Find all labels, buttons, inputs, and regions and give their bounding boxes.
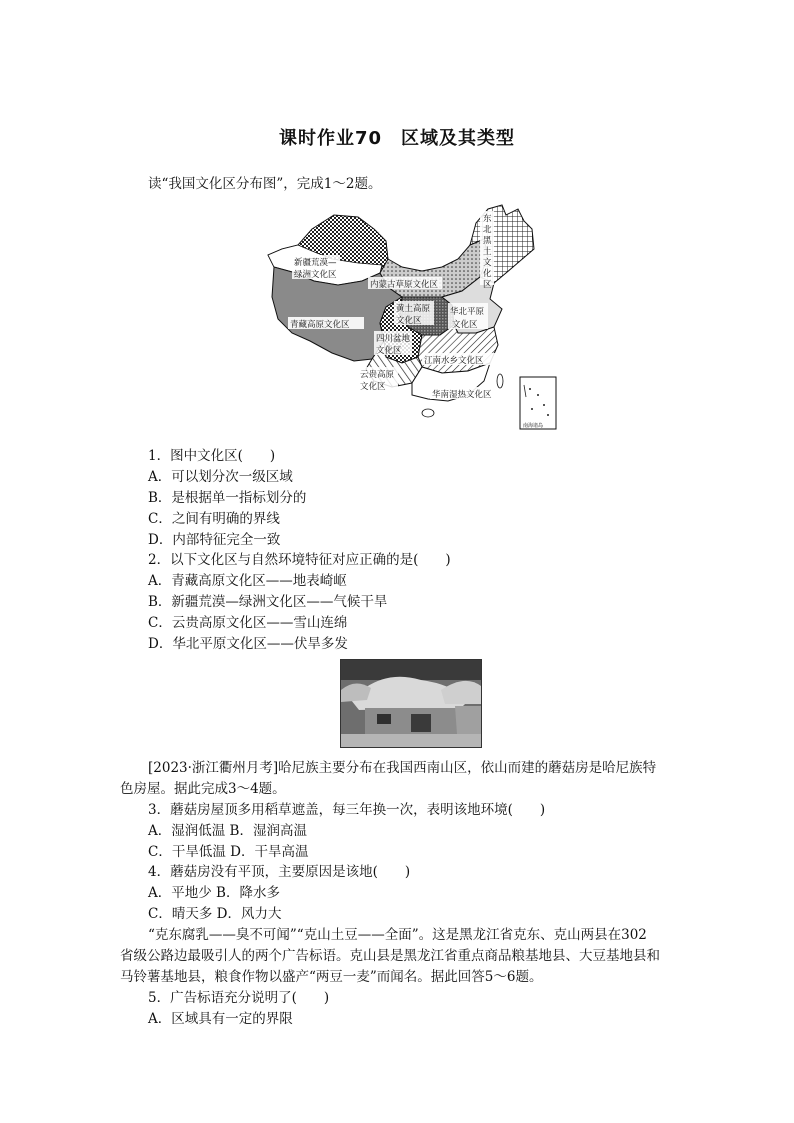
q1-option-a: A．可以划分次一级区域 (148, 469, 293, 485)
intro-kedong-line2: 省级公路边最吸引人的两个广告标语。克山县是黑龙江省重点商品粮基地县、大豆基地县和 (120, 948, 660, 964)
label-sichuan-2: 文化区 (376, 346, 402, 356)
page-title: 课时作业70 区域及其类型 (278, 128, 516, 149)
label-huangtu-1: 黄土高原 (396, 304, 431, 314)
q2-stem: 2．以下文化区与自然环境特征对应正确的是( ) (148, 552, 451, 568)
q3-stem: 3．蘑菇房屋顶多用稻草遮盖，每三年换一次，表明该地环境( ) (148, 802, 546, 818)
q4-options-cd: C．晴天多 D．风力大 (148, 906, 282, 922)
q2-option-b: B．新疆荒漠—绿洲文化区——气候干旱 (148, 594, 388, 610)
q3-options-cd: C．干旱低温 D．干旱高温 (148, 844, 309, 860)
intro-kedong-line1: “克东腐乳——臭不可闻”“克山土豆——全面”。这是黑龙江省克东、克山两县在302 (148, 927, 647, 943)
q2-option-c: C．云贵高原文化区——雪山连绵 (148, 615, 348, 631)
intro-kedong-line3: 马铃薯基地县，粮食作物以盛产“两豆一麦”而闻名。据此回答5～6题。 (120, 969, 543, 985)
q2-option-d: D．华北平原文化区——伏旱多发 (148, 636, 348, 652)
q3-options-ab: A．湿润低温 B．湿润高温 (148, 823, 307, 839)
label-huangtu-2: 文化区 (396, 316, 422, 326)
q2-option-a: A．青藏高原文化区——地表崎岖 (148, 573, 347, 589)
label-huabei-2: 文化区 (452, 320, 478, 330)
label-dongbei: 东北黑土文化区 (483, 214, 492, 290)
label-yungui-2: 文化区 (360, 382, 386, 392)
q1-option-b: B．是根据单一指标划分的 (148, 490, 307, 506)
q4-stem: 4．蘑菇房没有平顶，主要原因是该地( ) (148, 864, 411, 880)
intro-mushroom-line2: 色房屋。据此完成3～4题。 (120, 781, 286, 797)
south-china-sea-inset (520, 377, 556, 429)
label-inset: 南海诸岛 (523, 423, 544, 429)
intro-mushroom-line1: [2023·浙江衢州月考]哈尼族主要分布在我国西南山区，依山而建的蘑菇房是哈尼族特 (148, 760, 657, 776)
mushroom-house-photo (340, 659, 482, 748)
label-xinjiang-1: 新疆荒漠— (294, 258, 337, 268)
q5-option-a: A．区域具有一定的界限 (148, 1011, 293, 1027)
label-yungui-1: 云贵高原 (360, 370, 395, 380)
q1-stem: 1．图中文化区( ) (148, 448, 276, 464)
label-huabei-1: 华北平原 (450, 307, 485, 317)
q1-option-d: D．内部特征完全一致 (148, 532, 281, 548)
label-xinjiang-2: 绿洲文化区 (294, 270, 337, 280)
china-culture-region-map (262, 201, 560, 429)
q4-options-ab: A．平地少 B．降水多 (148, 885, 280, 901)
q1-option-c: C．之间有明确的界线 (148, 511, 280, 527)
label-sichuan-1: 四川盆地 (376, 334, 411, 344)
q5-stem: 5．广告标语充分说明了( ) (148, 990, 330, 1006)
intro-map-questions: 读“我国文化区分布图”，完成1～2题。 (148, 176, 382, 192)
label-neimeng: 内蒙古草原文化区 (370, 280, 439, 290)
label-qingzang: 青藏高原文化区 (290, 320, 350, 330)
label-jiangnan: 江南水乡文化区 (424, 356, 484, 366)
label-huanan: 华南湿热文化区 (432, 390, 492, 400)
